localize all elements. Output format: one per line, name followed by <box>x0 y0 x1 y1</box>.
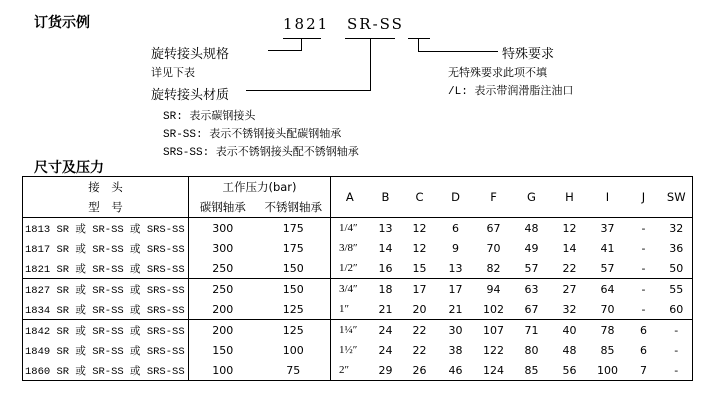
carbon-pressure-cell: 200 <box>212 302 234 316</box>
dim-cell-A: 1/4″ <box>331 218 369 239</box>
model-cell: 1842 SR 或 SR-SS 或 SRS-SS <box>23 320 189 341</box>
dim-cell-A: 2″ <box>331 360 369 381</box>
table-row <box>23 320 693 341</box>
dim-cell-SW: - <box>661 360 693 381</box>
carbon-pressure-cell: 300 <box>189 218 257 239</box>
table-header <box>23 177 693 218</box>
dim-cell-B: 24 <box>369 320 403 341</box>
dim-cell-F: 107 <box>475 320 513 341</box>
dim-cell-A: 1½″ <box>339 344 358 356</box>
dim-cell-G: 71 <box>513 320 551 341</box>
dim-cell-B: 24 <box>378 343 393 357</box>
material-label: 旋转接头材质 <box>151 88 230 103</box>
stainless-pressure-cell: 175 <box>257 218 331 239</box>
model-code: 1821 <box>283 15 330 33</box>
material-option: SR: 表示碳钢接头 <box>163 111 256 123</box>
table-row <box>23 258 693 279</box>
dim-cell-A: 3/4″ <box>331 279 369 300</box>
material-option: SR-SS: 表示不锈钢接头配碳钢轴承 <box>163 129 342 141</box>
dim-cell-B: 16 <box>378 261 393 275</box>
dim-cell-J: - <box>641 302 646 316</box>
dim-cell-D: 6 <box>437 218 475 239</box>
col-header-SW: SW <box>661 177 693 218</box>
dim-cell-J: 7 <box>627 360 661 381</box>
special-option: 无特殊要求此项不填 <box>448 66 547 79</box>
col-header-B: B <box>369 177 403 218</box>
material-option: SRS-SS: 表示不锈钢接头配不锈钢轴承 <box>163 147 359 159</box>
table-body <box>23 218 693 381</box>
dim-cell-SW: - <box>661 340 693 360</box>
special-option: /L: 表示带润滑脂注油口 <box>448 86 574 98</box>
dim-cell-J: 6 <box>640 343 647 357</box>
joint-header <box>23 177 189 198</box>
spec-note: 详见下表 <box>151 66 195 79</box>
material-bracket-stem <box>370 38 371 90</box>
dim-cell-J: 6 <box>627 320 661 341</box>
pressure-group-header <box>189 177 331 198</box>
dim-cell-D: 9 <box>452 241 459 255</box>
carbon-pressure-cell: 250 <box>212 261 234 275</box>
dim-cell-F: 94 <box>475 279 513 300</box>
stainless-pressure-cell: 125 <box>257 299 331 320</box>
model-cell: 1817 SR 或 SR-SS 或 SRS-SS <box>23 238 189 258</box>
dim-cell-H: 22 <box>562 261 577 275</box>
dim-cell-SW: 32 <box>661 218 693 239</box>
spec-label: 旋转接头规格 <box>151 47 230 62</box>
dim-cell-D: 13 <box>448 261 463 275</box>
stainless-pressure-cell: 100 <box>257 340 331 360</box>
dim-cell-F: 124 <box>475 360 513 381</box>
dim-cell-C: 20 <box>412 302 427 316</box>
model-cell: 1849 SR 或 SR-SS 或 SRS-SS <box>23 340 189 360</box>
dim-cell-D: 38 <box>448 343 463 357</box>
dim-cell-A: 1/2″ <box>339 262 358 274</box>
dim-cell-H: 14 <box>562 241 577 255</box>
stainless-pressure-cell: 150 <box>257 258 331 279</box>
dim-cell-J: - <box>627 279 661 300</box>
dim-cell-D: 21 <box>448 302 463 316</box>
dim-cell-I: 100 <box>589 360 627 381</box>
col-header-H: H <box>551 177 589 218</box>
table-row <box>23 299 693 320</box>
dim-cell-D: 46 <box>437 360 475 381</box>
dim-cell-A: 1″ <box>339 303 350 315</box>
carbon-pressure-cell: 100 <box>189 360 257 381</box>
dim-cell-F: 70 <box>486 241 501 255</box>
dim-cell-SW: 60 <box>661 299 693 320</box>
dimensions-title: 尺寸及压力 <box>34 160 104 176</box>
dim-cell-G: 67 <box>524 302 539 316</box>
dim-cell-C: 15 <box>412 261 427 275</box>
dim-cell-B: 29 <box>369 360 403 381</box>
col-header-A: A <box>331 177 369 218</box>
table-row <box>23 360 693 381</box>
special-bracket-top <box>408 38 430 39</box>
special-leader-line <box>418 51 498 52</box>
dim-cell-I: 70 <box>600 302 615 316</box>
dim-cell-I: 37 <box>589 218 627 239</box>
dim-cell-H: 56 <box>551 360 589 381</box>
special-label: 特殊要求 <box>502 47 555 62</box>
dim-cell-C: 22 <box>403 320 437 341</box>
special-bracket-stem <box>418 38 419 51</box>
order-example-title: 订货示例 <box>34 15 90 31</box>
dim-cell-G: 57 <box>524 261 539 275</box>
joint-header-line2: 型 号 <box>88 200 123 214</box>
dim-cell-H: 48 <box>562 343 577 357</box>
dim-cell-G: 48 <box>513 218 551 239</box>
dim-cell-B: 21 <box>378 302 393 316</box>
dim-cell-SW: 36 <box>661 238 693 258</box>
dim-cell-A: 1¼″ <box>331 320 369 341</box>
table-row <box>23 218 693 239</box>
dim-cell-G: 85 <box>513 360 551 381</box>
table-row <box>23 279 693 300</box>
dim-cell-I: 78 <box>589 320 627 341</box>
stainless-pressure-cell: 125 <box>257 320 331 341</box>
model-cell: 1827 SR 或 SR-SS 或 SRS-SS <box>23 279 189 300</box>
carbon-bearing-header: 碳钢轴承 <box>199 200 246 214</box>
model-leader-line <box>268 50 302 51</box>
dim-cell-F: 82 <box>486 261 501 275</box>
dim-cell-C: 17 <box>403 279 437 300</box>
model-cell: 1860 SR 或 SR-SS 或 SRS-SS <box>23 360 189 381</box>
stainless-bearing-header: 不锈钢轴承 <box>257 197 331 218</box>
table-row <box>23 340 693 360</box>
dim-cell-C: 26 <box>403 360 437 381</box>
model-bracket-stem <box>301 38 302 50</box>
stainless-pressure-cell: 150 <box>257 279 331 300</box>
dim-cell-I: 85 <box>600 343 615 357</box>
col-header-F: F <box>475 177 513 218</box>
dim-cell-C: 12 <box>412 241 427 255</box>
dim-cell-H: 32 <box>562 302 577 316</box>
dim-cell-SW: 50 <box>661 258 693 279</box>
model-cell: 1813 SR 或 SR-SS 或 SRS-SS <box>23 218 189 239</box>
dim-cell-B: 14 <box>378 241 393 255</box>
dim-cell-J: - <box>627 218 661 239</box>
dim-cell-J: - <box>641 241 646 255</box>
carbon-pressure-cell: 250 <box>189 279 257 300</box>
dim-cell-F: 122 <box>483 343 504 357</box>
table-row <box>23 238 693 258</box>
dim-cell-I: 41 <box>600 241 615 255</box>
dim-cell-C: 12 <box>403 218 437 239</box>
model-cell: 1834 SR 或 SR-SS 或 SRS-SS <box>23 299 189 320</box>
material-leader-line <box>246 90 371 91</box>
model-header <box>23 197 189 218</box>
dim-cell-G: 80 <box>524 343 539 357</box>
dim-cell-SW: - <box>661 320 693 341</box>
dim-cell-A: 3/8″ <box>339 242 358 254</box>
dim-cell-F: 67 <box>475 218 513 239</box>
col-header-G: G <box>513 177 551 218</box>
dim-cell-D: 30 <box>437 320 475 341</box>
col-header-J: J <box>627 177 661 218</box>
pressure-group-label: 工作压力(bar) <box>222 180 297 194</box>
dimensions-table <box>22 176 693 381</box>
col-header-C: C <box>403 177 437 218</box>
col-header-D: D <box>437 177 475 218</box>
dim-cell-SW: 55 <box>661 279 693 300</box>
model-cell: 1821 SR 或 SR-SS 或 SRS-SS <box>23 258 189 279</box>
col-header-I: I <box>589 177 627 218</box>
dim-cell-H: 27 <box>551 279 589 300</box>
dim-cell-I: 64 <box>589 279 627 300</box>
dim-cell-G: 49 <box>524 241 539 255</box>
stainless-pressure-cell: 175 <box>257 238 331 258</box>
material-code: SR-SS <box>347 15 404 33</box>
dim-cell-D: 17 <box>437 279 475 300</box>
dim-cell-B: 18 <box>369 279 403 300</box>
dim-cell-J: - <box>641 261 646 275</box>
carbon-pressure-cell: 150 <box>212 343 234 357</box>
stainless-pressure-cell: 75 <box>257 360 331 381</box>
carbon-pressure-cell: 200 <box>189 320 257 341</box>
dim-cell-H: 40 <box>551 320 589 341</box>
dim-cell-B: 13 <box>369 218 403 239</box>
model-bracket-top <box>283 38 321 39</box>
carbon-pressure-cell: 300 <box>212 241 234 255</box>
dim-cell-C: 22 <box>412 343 427 357</box>
joint-header-line1: 接 头 <box>88 180 123 194</box>
dim-cell-F: 102 <box>483 302 504 316</box>
dim-cell-G: 63 <box>513 279 551 300</box>
dim-cell-H: 12 <box>551 218 589 239</box>
dim-cell-I: 57 <box>600 261 615 275</box>
